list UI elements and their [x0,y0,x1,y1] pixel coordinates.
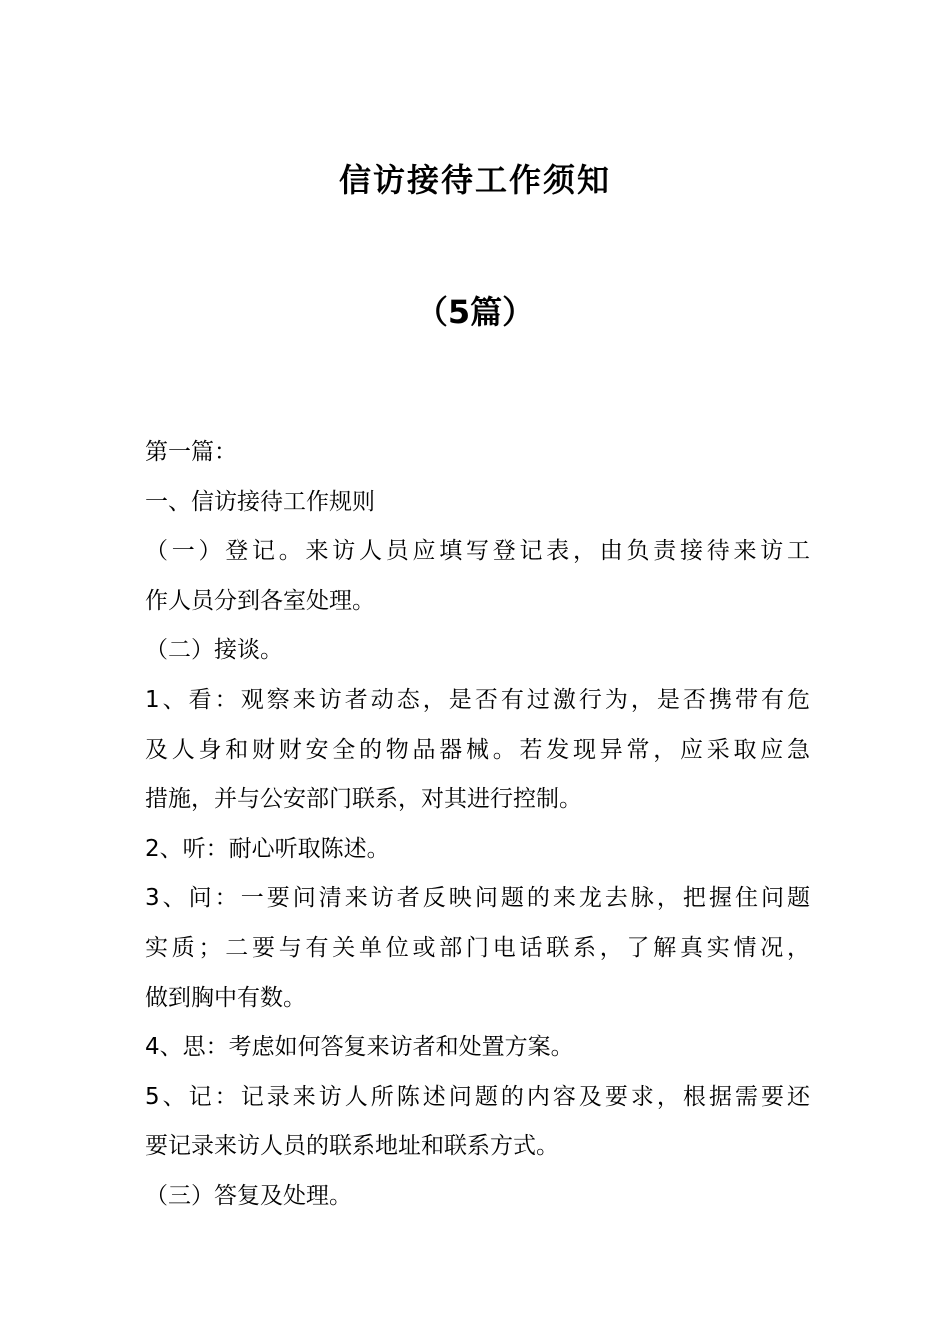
document-title: 信访接待工作须知 [338,161,611,199]
document-subtitle: （5篇） [415,293,535,331]
body-line: 实质；二要与有关单位或部门电话联系，了解真实情况， [145,934,810,961]
body-line: （三）答复及处理。 [145,1182,352,1209]
body-line: 做到胸中有数。 [145,984,306,1011]
body-line: 措施，并与公安部门联系，对其进行控制。 [145,786,582,813]
body-line: （一）登记。来访人员应填写登记表，由负责接待来访工 [145,538,810,565]
body-line: 4、思：考虑如何答复来访者和处置方案。 [145,1034,574,1061]
body-line: 2、听：耐心听取陈述。 [145,835,390,862]
body-line-rule-heading: 一、信访接待工作规则 [145,488,375,515]
body-line: 5、记：记录来访人所陈述问题的内容及要求，根据需要还 [145,1083,810,1110]
body-line: 作人员分到各室处理。 [145,587,375,614]
body-line: 3、问：一要问清来访者反映问题的来龙去脉，把握住问题 [145,885,810,912]
body-line: 及人身和财财安全的物品器械。若发现异常，应采取应急 [145,736,810,763]
document-body [145,428,810,1222]
body-line-section-heading: 第一篇： [145,439,237,465]
body-line: （二）接谈。 [145,637,283,664]
body-line: 1、看：观察来访者动态，是否有过激行为，是否携带有危 [145,686,810,713]
body-line: 要记录来访人员的联系地址和联系方式。 [145,1133,559,1160]
